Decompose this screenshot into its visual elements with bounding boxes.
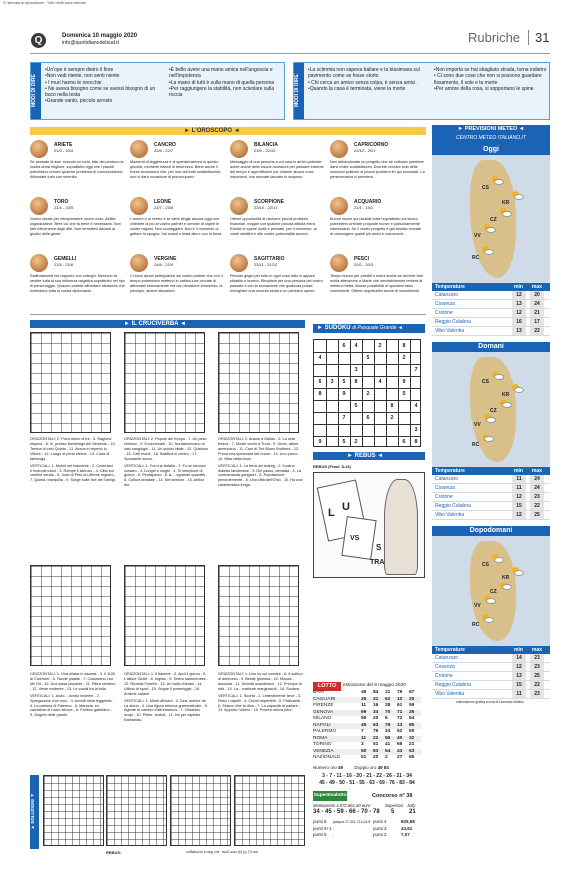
rebus-letter: L <box>328 507 335 519</box>
saying: •Grande vanto, piccolo arrosto <box>45 98 113 105</box>
sudoku-cell[interactable]: 6 <box>318 379 322 385</box>
concorso: Concorso n° 38 <box>372 793 413 799</box>
contact-email[interactable]: info@quotidianodelsud.it <box>62 40 119 46</box>
divider <box>30 314 426 315</box>
solution-sudoku <box>234 775 305 846</box>
sign-name: SCORPIONE <box>254 199 285 205</box>
sudoku-cell[interactable]: 6 <box>366 415 370 421</box>
sign-name: TORO <box>54 199 69 205</box>
clues-6: ORIZZONTALI: 1. Uno su cui contare - 8. Il solfuro di ammonio - 9. Bestie gloriosa - 10. Misura... assoluta - 11. Divinità scandinave - 12. Principe di tutti - 14. La... mattone marginacoli - 16. Scolara. VERTICALI: 1. Scorta - 2. Letteralmente lieve - 3. Fisso i capelli - 4. Circoli imperfetti - 5. Praticante - 6. Sharon che fu diva - 7. La capacità di parlare - 13. Apporto l'ultimo - 15. Povere senza pere. <box>218 672 303 713</box>
lotto-row: TORINO 3 51 41 65 21 <box>313 742 415 747</box>
zodiac-icon <box>130 140 148 158</box>
sudoku-cell[interactable]: 6 <box>402 439 406 445</box>
sudoku-cell[interactable]: 8 <box>390 403 394 409</box>
crossword-grid-3[interactable] <box>218 332 299 433</box>
rebus-solution: uno (L) VS (S) nere; pesc.. suo Ralo a un impegno- <box>185 850 258 854</box>
cloud-icon <box>484 249 494 255</box>
cloud-icon <box>486 227 496 233</box>
cloud-icon <box>486 417 496 423</box>
copyright-note: © riservata la riproduzione - Tutti i diritti sono riservati <box>3 1 86 5</box>
oroscopo-header: ► L'OROSCOPO ◄ <box>30 127 426 135</box>
saying: •La scimmia non sapeva ballare e la biasimava sul pavimento come se fosse storto <box>308 67 420 80</box>
sudoku-cell[interactable]: 8 <box>354 379 358 385</box>
solution-grid-1 <box>43 775 104 846</box>
temp-row: Vibo Valentia 12 25 <box>432 511 550 520</box>
zodiac-icon <box>330 254 348 272</box>
temp-row: Crotone 12 23 <box>432 493 550 502</box>
city-label: CZ <box>490 589 497 596</box>
cloud-icon <box>514 570 524 576</box>
clues-4: ORIZZONTALI: 1. Una ollaba in ascesa - 3. Il 1100 di Cicerone - 5. Tavole pialate - 7. Costavano Leo Mc Dit - 10. Una salsa piccante - 11. Ritira sentiero - 12. Veste evidente - 13. Le vocali tra la folla. VERTICALI: 1. Aiuto... dondo insieme - 2. Spiegazione d'un inno - 3. Avvolti nella leggenda - 4. La patrona di Palermo - 6. Marcela, en calciatore di Lacio eilcure - 8. Poetico gabbiano - 9. Origine delle parole. <box>30 672 116 718</box>
sign-name: VERGINE <box>154 256 177 262</box>
temperature-table-domani <box>432 467 550 520</box>
clues-3: ORIZZONTALI: 2. Autore a Dallas - 5. La cela fresca - 7. Mostri vicino a Troia - 9. Gene, attore americano - 11. Cani di The Blues Brothers - 12. Prova una speciosità del nuoto - 13. Uno prono - 14. Mise della bove. VERTICALI: 1. La terra dei tuareg - 2. Il piano dialetto landanese - 3. Del passo, deridata - 4. La contramanda gangster - 6. Popolazione precedemente - 8. Una città dell'Ohio - 10. Ha una caratteristica lunga. <box>218 437 303 488</box>
rebus-letter: U <box>342 501 350 513</box>
sign-text: Rallentamenti nel rapporto con colleghi. Mercurio fa sentire tutta la sua influenza negativa soprattutto nel tipo di personaggio. Quando potrete affrontare situazioni che richiedono tutta la vostra diplomazia. <box>30 274 125 293</box>
temp-row: Vibo Valentia 11 23 <box>432 690 550 699</box>
temp-row: Catanzaro 14 23 <box>432 654 550 663</box>
crossword-grid-5[interactable] <box>124 565 205 666</box>
lotto-row: CAGLIARI 26 31 62 10 25 <box>313 697 421 704</box>
sign-name: SAGITTARIO <box>254 256 285 262</box>
sign-name: PESCI <box>354 256 370 262</box>
sudoku-cell[interactable]: 2 <box>390 415 394 421</box>
sudoku-cell[interactable]: 2 <box>378 343 382 349</box>
lotto-table <box>313 690 421 762</box>
sudoku-cell[interactable]: 2 <box>354 439 358 445</box>
lotto-row: BARI 49 84 21 79 67 <box>313 690 415 695</box>
city-label: RC <box>472 621 480 628</box>
temp-row: Vibo Valentia 13 22 <box>432 327 550 336</box>
temp-row: Catanzaro 12 20 <box>432 291 550 300</box>
lotto-10-numbers: 3 - 7 - 11 - 16 - 20 - 21 - 22 - 26 - 31 - 34 45 - 49 - 50 - 51 - 55 - 63 - 69 - 76 - 83 - 84 <box>319 773 415 786</box>
zodiac-icon <box>30 254 48 272</box>
city-label: CS <box>482 185 489 191</box>
sign-dates: 21/3 - 20/4 <box>54 148 74 153</box>
zodiac-icon <box>330 197 348 215</box>
saying: •Per amore della rosa, si sopportano le spine <box>434 85 534 92</box>
solution-grid-2 <box>106 775 167 846</box>
cloud-icon <box>494 557 504 563</box>
weather-map-oggi <box>432 155 550 283</box>
rebus-solution-label: REBUS: <box>106 850 122 855</box>
sign-name: BILANCIA <box>254 142 278 148</box>
lotto-title: estrazione del 9 maggio 2020 <box>343 683 406 688</box>
clues-5: ORIZZONTALI: 1. Il fiamme - 3. April il giorno - 6. L'attore Giulie - 8. Inglise - 9. Teatro sammenese - 12. Ricorda Fiorello - 13. Un ballo d'antan - 14. Ultimo di sport - 15. Segue il pomeriggio - 16. Antiche cantori. VERTICALI: 1. Monti africani - 2. Dea, autrice de La storia - 4. Una figura retorica grammaticale - 5. Agente di cambio d'attremanica - 7. Obbietivi, scopi - 10. Pietre, ciottoli - 11. Ha per capitale Katmandu. <box>124 672 209 723</box>
newspaper-logo: Q <box>31 33 46 48</box>
rebus-letter: TRA <box>370 559 385 566</box>
sign-text: Momenti di leggerezza e di spensieratezza in questo giovedì, momenti intensi di tenerezza. Bene anche il fronte economico che, per non dal tutto soddisfacente, non vi darà occasione di preoccuparvi. <box>130 160 222 179</box>
cloud-icon <box>514 194 524 200</box>
temp-header: Temperature min max <box>432 467 550 475</box>
rebus-header: ► REBUS ◄ <box>313 452 425 460</box>
weather-day-title: Domani <box>432 342 550 352</box>
zodiac-icon <box>130 197 148 215</box>
lotto-row: GENOVA 69 34 70 71 26 <box>313 710 421 717</box>
modi-col-2 <box>169 67 281 98</box>
temp-row: Reggio Calabria 16 17 <box>432 318 550 327</box>
weather-credit: CENTRO METEO ITALIANO.IT <box>456 135 526 141</box>
temp-row: Reggio Calabria 15 22 <box>432 681 550 690</box>
sign-dates: 23/11 - 21/12 <box>254 262 278 267</box>
rebus-letter: S <box>376 543 382 552</box>
issue-date: Domenica 10 maggio 2020 <box>62 33 138 39</box>
montepremi: Montepremi 3.072.861,60 euro Superstar Jolly <box>313 803 416 808</box>
city-label: VV <box>474 603 481 610</box>
zodiac-icon <box>130 254 148 272</box>
saying: •Quando la casa è terminata, viene la morte <box>308 85 406 92</box>
clues-2: ORIZZONTALI: 2. Popolo del Kenya - 7. Un peso chimico - 9. Eccezionale - 10. Nordamericano di vasi sanguigni - 11. Un suddo vitale - 12. Quattoro - 13. Calli monti - 16. Basilica in centro - 17. Spumante secco. VERTICALI: 1. Forni la farfalla - 2. Fu un famoso corsaro - 3. Lunghi e lunghi - 4. Si sempione di giorno - 5. Pentapaolo - 6. A.... sgrande quantità - 8. Coltura stradale - 14. Nel tambon - 15. Antico dio. <box>124 437 209 488</box>
weather-header: ► PREVISIONI METEO ◄ CENTRO METEO ITALIANO.IT <box>432 125 550 145</box>
modi-label: MODI DI DIRE <box>31 63 41 119</box>
sign-text: L'amore è al centro e se siete single ancora oggi non chiedete di più al vostro partner e cercate di capire le vostre ragioni. Non scoraggiarti. Non è il momento di gettare la spugna. Vai avanti e testa alta e con la forza. <box>130 217 223 236</box>
clues-1: ORIZZONTALI: 2. Poco meno di tre - 5. Ragione etopica - 8. In, presso fiammingo del Seicento - 10. Terrina di cani Quinto - 11. Aveva in reperto lo Vittore - 12. Luogo di pena eterna - 13. Coda di tartaruga. VERTICALI: 1. Mobili nel ristorante - 2. Costruisci e ricercati tutori - 3. Rompe il silenzio - 4. Città sul confine serato - 6. Joan di Pelo al Lifteme registro - 7. Quinta, tranquilla - 9. Sorge sulle rive del Tamigi. <box>30 437 116 483</box>
city-label: VV <box>474 233 481 239</box>
sign-dates: 23/9 - 22/10 <box>254 148 276 153</box>
sign-name: LEONE <box>154 199 172 205</box>
rebus-letter: VS <box>350 535 360 542</box>
crossword-grid-2[interactable] <box>124 332 205 433</box>
cloud-icon <box>494 374 504 380</box>
sign-dates: 23/7 - 23/8 <box>154 205 174 210</box>
saying: •La mano di tutti è sulla mano di quella persona <box>169 79 275 86</box>
crossword-grid-6[interactable] <box>218 565 299 666</box>
sudoku-cell[interactable]: 2 <box>366 391 370 397</box>
lotto-row: ROMA 11 22 56 40 32 <box>313 736 421 743</box>
temp-row: Crotone 12 21 <box>432 309 550 318</box>
sign-text: Periodo grigio per tutto in ogni cosa tutto vi appare sbiadito e incerto. Rimpianti per una persona del vostro passato e con la sensazione che qualcosa possa risvegliare una vecchia storia e un pensiero speso. <box>230 274 323 293</box>
cloud-icon <box>486 598 496 604</box>
sudoku-cell[interactable]: 5 <box>354 403 358 409</box>
sudoku-cell[interactable]: 5 <box>402 391 406 397</box>
sudoku-cell[interactable]: 9 <box>402 379 406 385</box>
sign-dates: 24/8 - 22/9 <box>154 262 174 267</box>
sudoku-cell[interactable]: 4 <box>354 343 358 349</box>
sudoku-cell[interactable]: 8 <box>318 391 322 397</box>
sign-dates: 22/12 - 20/1 <box>354 148 376 153</box>
lotto-row: VENEZIA 50 83 54 43 53 <box>313 749 421 756</box>
sudoku-cell[interactable]: 6 <box>342 343 346 349</box>
lotto-row: NAPOLI 45 63 79 14 85 <box>313 723 421 730</box>
sudoku-cell[interactable]: 2 <box>402 355 406 361</box>
city-label: RC <box>472 255 480 261</box>
city-label: VV <box>474 422 481 429</box>
sudoku-cell[interactable]: 8 <box>414 439 418 445</box>
sudoku-cell[interactable]: 4 <box>378 379 382 385</box>
temp-row: Cosenza 11 24 <box>432 484 550 493</box>
prize-row: punti 5+1 - punti 3 43,61 <box>313 825 413 831</box>
temperature-table-oggi <box>432 283 550 336</box>
temp-header: Temperature min max <box>432 646 550 654</box>
page-number: 31 <box>528 30 549 45</box>
crossword-grid-1[interactable] <box>30 332 111 433</box>
crossword-grid-4[interactable] <box>30 565 111 666</box>
woman-figure <box>384 479 418 575</box>
numero-oro: Numero oro 49 Doppio oro 49 84 <box>313 765 389 770</box>
sign-text: Giorno ideale per intraprendere nuove cose. Abilità organizzative. Bere ciò che fa bene è necessario. Non farti influenzare dagli altri. Non fermatevi davanti ai giudizi della gente. <box>30 217 121 236</box>
sudoku-cell[interactable]: 5 <box>342 439 346 445</box>
rebus-caption: REBUS (Frasi: 8-14) <box>313 464 351 469</box>
zodiac-icon <box>230 197 248 215</box>
zodiac-icon <box>330 140 348 158</box>
prize-row: punti 5 - punti 2 7,07 <box>313 832 410 837</box>
saying: • Ci sono due cose che non si possono guardare fissamente, il sole e la morte <box>434 73 542 86</box>
sign-text: Se pensate di aver ricevuto un torto, fate del perdono la vostra arma migliore, soprattutto oggi che i pianeti potrebbero crearvi qualche problema di comunicazione. Affrontate tutto con serenità. <box>30 160 124 179</box>
rebus-illustration <box>313 472 425 578</box>
city-label: KR <box>502 200 510 206</box>
temp-row: Reggio Calabria 15 22 <box>432 502 550 511</box>
sign-text: Ottime opportunità di risolvere piccoli problemi finanziari, magari con qualche piccola attività extra. Evitate le spese inutili e pensate, per il momento, ai vostri obiettivi e alle vostre potenzialità ancora. <box>230 217 317 236</box>
saying: •Non vedi niente, non senti niente <box>45 73 120 80</box>
sign-dates: 20/2 - 20/3 <box>354 262 374 267</box>
sudoku-cell[interactable]: 5 <box>342 379 346 385</box>
zodiac-icon <box>30 197 48 215</box>
city-label: CS <box>482 378 489 385</box>
weather-day-title: Oggi <box>432 145 550 155</box>
city-label: CS <box>482 561 489 568</box>
weather-footer: elaborazione grafica a cura di Leonardo Muffolo <box>456 700 524 704</box>
city-label: CZ <box>490 407 497 414</box>
cloud-icon <box>484 617 494 623</box>
saying: •Un'ope è sempre dietro il fiore <box>45 67 114 73</box>
modi-col-3 <box>308 67 430 92</box>
saying: • Chi cerca un amico senza colpa, è senza amici. <box>308 79 417 86</box>
saying: • I muri hanno le orecchie <box>45 79 102 86</box>
sudoku-cell[interactable]: 9 <box>342 391 346 397</box>
city-label: KR <box>502 574 510 581</box>
sign-dates: 22/6 - 22/7 <box>154 148 174 153</box>
sign-text: Non abbandonate un progetto che se coltivato potrebbe darvi molte soddisfazioni. Dovrete cercare solo delle soluzioni pratiche ai piccoli problemi fin qui incontrati. La perseveranza vi premierà. <box>330 160 425 179</box>
temp-header: Temperature min max <box>432 283 550 291</box>
lotto-row: NAZIONALE 51 20 2 27 65 <box>313 755 415 760</box>
saying: •Per raggiungere la stabilità, non scivolare sulla roccia <box>169 85 275 98</box>
sudoku-cell[interactable]: 3 <box>414 427 418 433</box>
sign-name: ARIETE <box>54 142 73 148</box>
lotto-row: MILANO 55 20 6 72 54 <box>313 716 415 721</box>
lotto-row: PALERMO 7 76 24 52 50 <box>313 729 415 734</box>
sign-dates: 23/10 - 22/11 <box>254 205 278 210</box>
temperature-table-dopodomani <box>432 646 550 699</box>
solution-grid-3 <box>170 775 231 846</box>
city-label: CZ <box>490 217 497 223</box>
modi-di-dire-left <box>30 62 285 120</box>
sign-name: CAPRICORNO <box>354 142 389 148</box>
sign-text: Messaggio di una persona a voi cara in arrivo potreste avere anche delle buone occasioni per passare insieme del tempo e approfittarne per chiarire alcune cose importanti, che avevate lasciato in sospeso. <box>230 160 324 179</box>
winning-numbers: 34 - 45 - 59 - 66 - 70 - 78 5 21 <box>313 809 416 815</box>
sign-dates: 21/1 - 19/2 <box>354 205 374 210</box>
temp-row: Cosenza 13 24 <box>432 300 550 309</box>
city-label: KR <box>502 392 510 399</box>
sign-name: GEMELLI <box>54 256 77 262</box>
modi-di-dire-right <box>293 62 550 120</box>
sign-name: ACQUARIO <box>354 199 382 205</box>
saying: •È bello avere una mano amica nell'angoscia e nell'impotenza <box>169 67 273 80</box>
modi-col-4 <box>434 67 548 92</box>
soluzioni-label: ► SOLUZIONI ◄ <box>30 775 39 849</box>
sudoku-cell[interactable]: 3 <box>354 367 358 373</box>
sudoku-grid[interactable] <box>313 339 421 447</box>
header-divider <box>30 53 550 54</box>
modi-label: MODI DI DIRE <box>294 63 304 119</box>
sudoku-cell[interactable]: 7 <box>414 367 418 373</box>
lotto-row: FIRENZE 11 16 28 61 59 <box>313 703 415 708</box>
zodiac-icon <box>230 140 248 158</box>
sudoku-cell[interactable]: 4 <box>414 403 418 409</box>
sudoku-line <box>386 340 387 446</box>
temp-row: Catanzaro 11 24 <box>432 475 550 484</box>
sudoku-cell[interactable]: 3 <box>330 379 334 385</box>
weather-day-title: Dopodomani <box>432 526 550 536</box>
sign-text: Ci sono alcuni pettegolezzi sul vostro partner che con il tempo potrebbero mettervi in cattiva luce cercate di affrontarli serenamente ma con decisione chiarendo, di principio, alcune situazioni. <box>130 274 223 293</box>
weather-map-domani <box>432 352 550 467</box>
prize-row: punti 6 jackpot 27.301.714,04 € punti 4 825,58 <box>313 819 415 824</box>
modi-col-1 <box>45 67 165 105</box>
zodiac-icon <box>30 140 48 158</box>
temp-row: Cosenza 12 23 <box>432 663 550 672</box>
temp-row: Crotone 13 25 <box>432 672 550 681</box>
sign-dates: 21/4 - 20/5 <box>54 205 74 210</box>
sign-text: Tempo buono per prestiti e mutui anche se dovrete fare molta attenzione a Marte che inevitabilmente tenterà di mettervi fretta. Buone possibilità di spuntare tassi convenienti. Ottime opportunità anche di investimenti. <box>330 274 424 293</box>
cloud-icon <box>494 179 504 185</box>
horoscope-signs <box>30 140 426 310</box>
saying: •Non importa se hai sbagliato strada, torna indietro <box>434 67 547 73</box>
saying: • Ne aveva bisogno come se avessi bisogno di un buco nella testa <box>45 85 156 98</box>
city-label: RC <box>472 441 480 448</box>
sudoku-cell[interactable]: 5 <box>366 355 370 361</box>
sign-dates: 21/5 - 21/6 <box>54 262 74 267</box>
sudoku-cell[interactable]: 4 <box>318 355 322 361</box>
prizes-table <box>313 819 421 839</box>
zodiac-icon <box>230 254 248 272</box>
superenalotto-logo: SuperEnalotto <box>313 791 347 801</box>
cloud-icon <box>514 387 524 393</box>
cruciverba-header: ► IL CRUCIVERBA ◄ <box>30 320 305 328</box>
sudoku-header: ► SUDOKU di Pasquale Grande ◄ <box>313 324 425 333</box>
sudoku-cell[interactable]: 8 <box>402 343 406 349</box>
cloud-icon <box>502 211 512 217</box>
section-title: Rubriche <box>468 30 521 45</box>
lotto-logo: LOTTO <box>313 682 341 691</box>
sign-text: Buone nuove sui risultati vostri soprattutto sul lavoro potrebbero arrivare proposte nuove e particolarmente interessanti. Se il vostro progetto è già avviato cercate di coinvolgere quanti più amici e conoscenti. <box>330 217 422 236</box>
weather-map-dopodomani <box>432 536 550 646</box>
sudoku-cell[interactable]: 9 <box>318 439 322 445</box>
sudoku-cell[interactable]: 7 <box>342 415 346 421</box>
sign-name: CANCRO <box>154 142 176 148</box>
